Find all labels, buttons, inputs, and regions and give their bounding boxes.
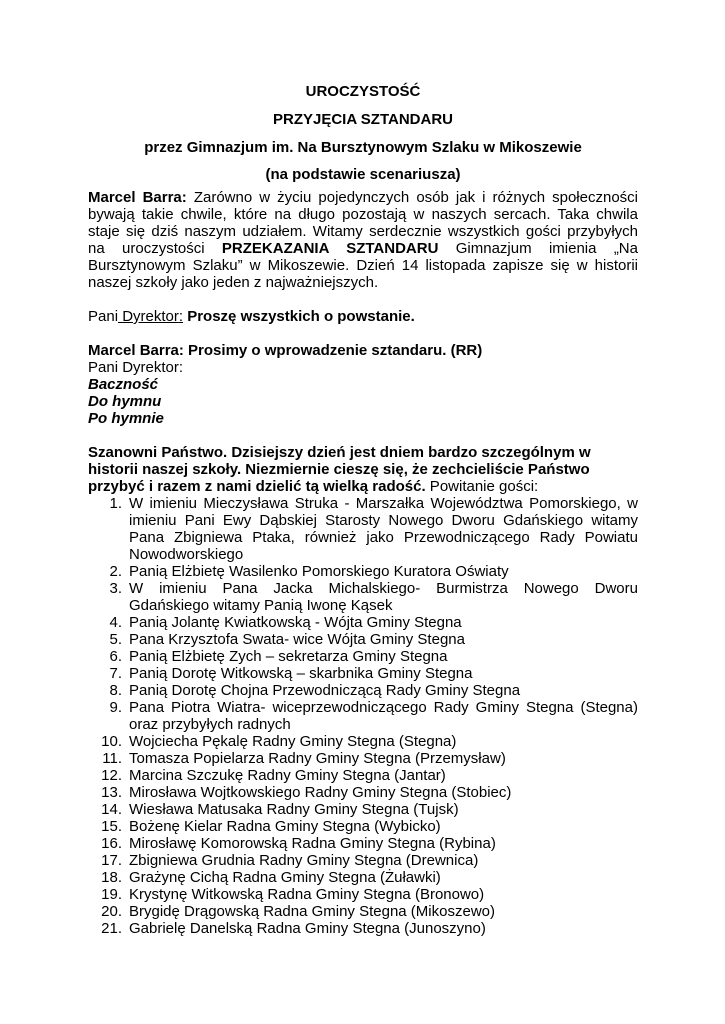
list-number: 17. — [101, 852, 122, 869]
list-item — [88, 886, 638, 903]
intro-highlight: PRZEKAZANIA SZTANDARU — [221, 240, 439, 257]
list-item — [88, 699, 638, 733]
list-text: W imieniu Mieczysława Struka - Marszałka Województwa Pomorskiego, w imieniu Pani Ewy Dąbskiej Starosty Nowego Dworu Gdańskiego witamy Pana Zbigniewa Ptaka, również jako Przewodniczącego Rady Powiatu Nowodworskiego — [129, 495, 638, 563]
school-line: przez Gimnazjum im. Na Bursztynowym Szlaku w Mikoszewie — [144, 139, 582, 156]
intro-speaker: Marcel Barra: — [88, 189, 187, 206]
list-item — [88, 682, 638, 699]
list-text: Gabrielę Danelską Radna Gminy Stegna (Junoszyno) — [129, 920, 486, 937]
list-text: Wiesława Matusaka Radny Gminy Stegna (Tujsk) — [129, 801, 459, 818]
intro-paragraph — [88, 189, 638, 291]
banner-text: Marcel Barra: Prosimy o wprowadzenie sztandaru. (RR) — [88, 342, 483, 359]
list-text: Zbigniewa Grudnia Radny Gminy Stegna (Drewnica) — [129, 852, 479, 869]
guest-list — [88, 495, 638, 937]
command-attention: Baczność — [88, 376, 159, 393]
list-item — [88, 563, 638, 580]
list-item — [88, 835, 638, 852]
list-text: Brygidę Drągowską Radna Gminy Stegna (Mikoszewo) — [129, 903, 495, 920]
command-after-anthem: Po hymnie — [88, 410, 164, 427]
list-number: 6. — [109, 648, 122, 665]
list-number: 20. — [101, 903, 122, 920]
list-number: 9. — [109, 699, 122, 716]
list-number: 2. — [109, 563, 122, 580]
list-text: Marcina Szczukę Radny Gminy Stegna (Jantar) — [129, 767, 446, 784]
list-item — [88, 665, 638, 682]
list-number: 18. — [101, 869, 122, 886]
list-number: 8. — [109, 682, 122, 699]
list-item — [88, 852, 638, 869]
list-number: 10. — [101, 733, 122, 750]
list-number: 11. — [102, 750, 122, 767]
list-text: Wojciecha Pękalę Radny Gminy Stegna (Stegna) — [129, 733, 457, 750]
director-speaker-underlined: Dyrektor — [118, 308, 179, 325]
list-text: Krystynę Witkowską Radna Gminy Stegna (Bronowo) — [129, 886, 485, 903]
list-text: Tomasza Popielarza Radny Gminy Stegna (Przemysław) — [129, 750, 506, 767]
list-text: Panią Elżbietę Zych – sekretarza Gminy Stegna — [129, 648, 448, 665]
list-item — [88, 614, 638, 631]
list-item — [88, 869, 638, 886]
list-number: 7. — [109, 665, 122, 682]
list-item — [88, 495, 638, 563]
list-item — [88, 920, 638, 937]
list-number: 16. — [101, 835, 122, 852]
list-item — [88, 801, 638, 818]
document-subtitle: PRZYJĘCIA SZTANDARU — [272, 111, 453, 128]
list-item — [88, 750, 638, 767]
welcome-bold: Szanowni Państwo. Dzisiejszy dzień jest dniem bardzo szczególnym w historii naszej szkoły. Niezmiernie cieszę się, że zechcieliście Państwo przybyć i razem z nami dzielić tą wielką radość. — [88, 444, 591, 495]
intro-text-a: Zarówno w życiu pojedynczych osób jak i różnych społeczności bywają takie chwile, które na długo pozostają w naszych sercach. Taka chwila staje się dziś naszym udziałem. Witamy serdecznie wszystkich gości przybyłych na uroczystości — [88, 189, 638, 257]
list-text: Pana Piotra Wiatra- wiceprzewodniczącego Rady Gminy Stegna (Stegna) oraz przybyłych radnych — [129, 699, 638, 733]
list-number: 21. — [101, 920, 122, 937]
banner-speaker: Pani Dyrektor: — [88, 359, 184, 376]
director-instruction: Proszę wszystkich o powstanie. — [183, 308, 415, 325]
director-line — [88, 308, 638, 325]
list-number: 3. — [109, 580, 122, 597]
list-text: Panią Dorotę Witkowską – skarbnika Gminy Stegna — [129, 665, 473, 682]
command-anthem: Do hymnu — [88, 393, 162, 410]
list-text: Mirosławę Komorowską Radna Gminy Stegna (Rybina) — [129, 835, 496, 852]
document-page — [88, 83, 638, 937]
welcome-tail: Powitanie gości: — [425, 478, 539, 495]
director-speaker-pre: Pani — [88, 308, 119, 325]
list-item — [88, 818, 638, 835]
list-item — [88, 733, 638, 750]
banner-line — [88, 342, 638, 359]
list-text: Panią Dorotę Chojna Przewodniczącą Rady Gminy Stegna — [129, 682, 521, 699]
list-item — [88, 903, 638, 920]
list-text: Pana Krzysztofa Swata- wice Wójta Gminy Stegna — [129, 631, 465, 648]
document-title: UROCZYSTOŚĆ — [305, 83, 421, 100]
scenario-note: (na podstawie scenariusza) — [265, 166, 461, 183]
list-text: Panią Elżbietę Wasilenko Pomorskiego Kuratora Oświaty — [129, 563, 509, 580]
welcome-paragraph — [88, 444, 638, 495]
list-text: Grażynę Cichą Radna Gminy Stegna (Żuławki) — [129, 869, 441, 886]
list-number: 13. — [101, 784, 122, 801]
list-text: Bożenę Kielar Radna Gminy Stegna (Wybicko) — [129, 818, 441, 835]
list-text: Panią Jolantę Kwiatkowską - Wójta Gminy Stegna — [129, 614, 462, 631]
list-item — [88, 648, 638, 665]
list-number: 12. — [101, 767, 122, 784]
list-number: 14. — [101, 801, 122, 818]
list-item — [88, 767, 638, 784]
director-colon: : — [178, 308, 184, 325]
list-item — [88, 580, 638, 614]
list-number: 1. — [109, 495, 122, 512]
list-item — [88, 784, 638, 801]
intro-text-b: Gimnazjum imienia „Na Bursztynowym Szlaku” w Mikoszewie. Dzień 14 listopada zapisze się w historii naszej szkoły jako jeden z najważniejszych. — [88, 240, 638, 291]
list-number: 4. — [109, 614, 122, 631]
list-item — [88, 631, 638, 648]
list-number: 19. — [101, 886, 122, 903]
list-number: 15. — [101, 818, 122, 835]
list-text: Mirosława Wojtkowskiego Radny Gminy Stegna (Stobiec) — [129, 784, 512, 801]
list-number: 5. — [109, 631, 122, 648]
list-text: W imieniu Pana Jacka Michalskiego- Burmistrza Nowego Dworu Gdańskiego witamy Panią Iwonę Kąsek — [129, 580, 638, 614]
